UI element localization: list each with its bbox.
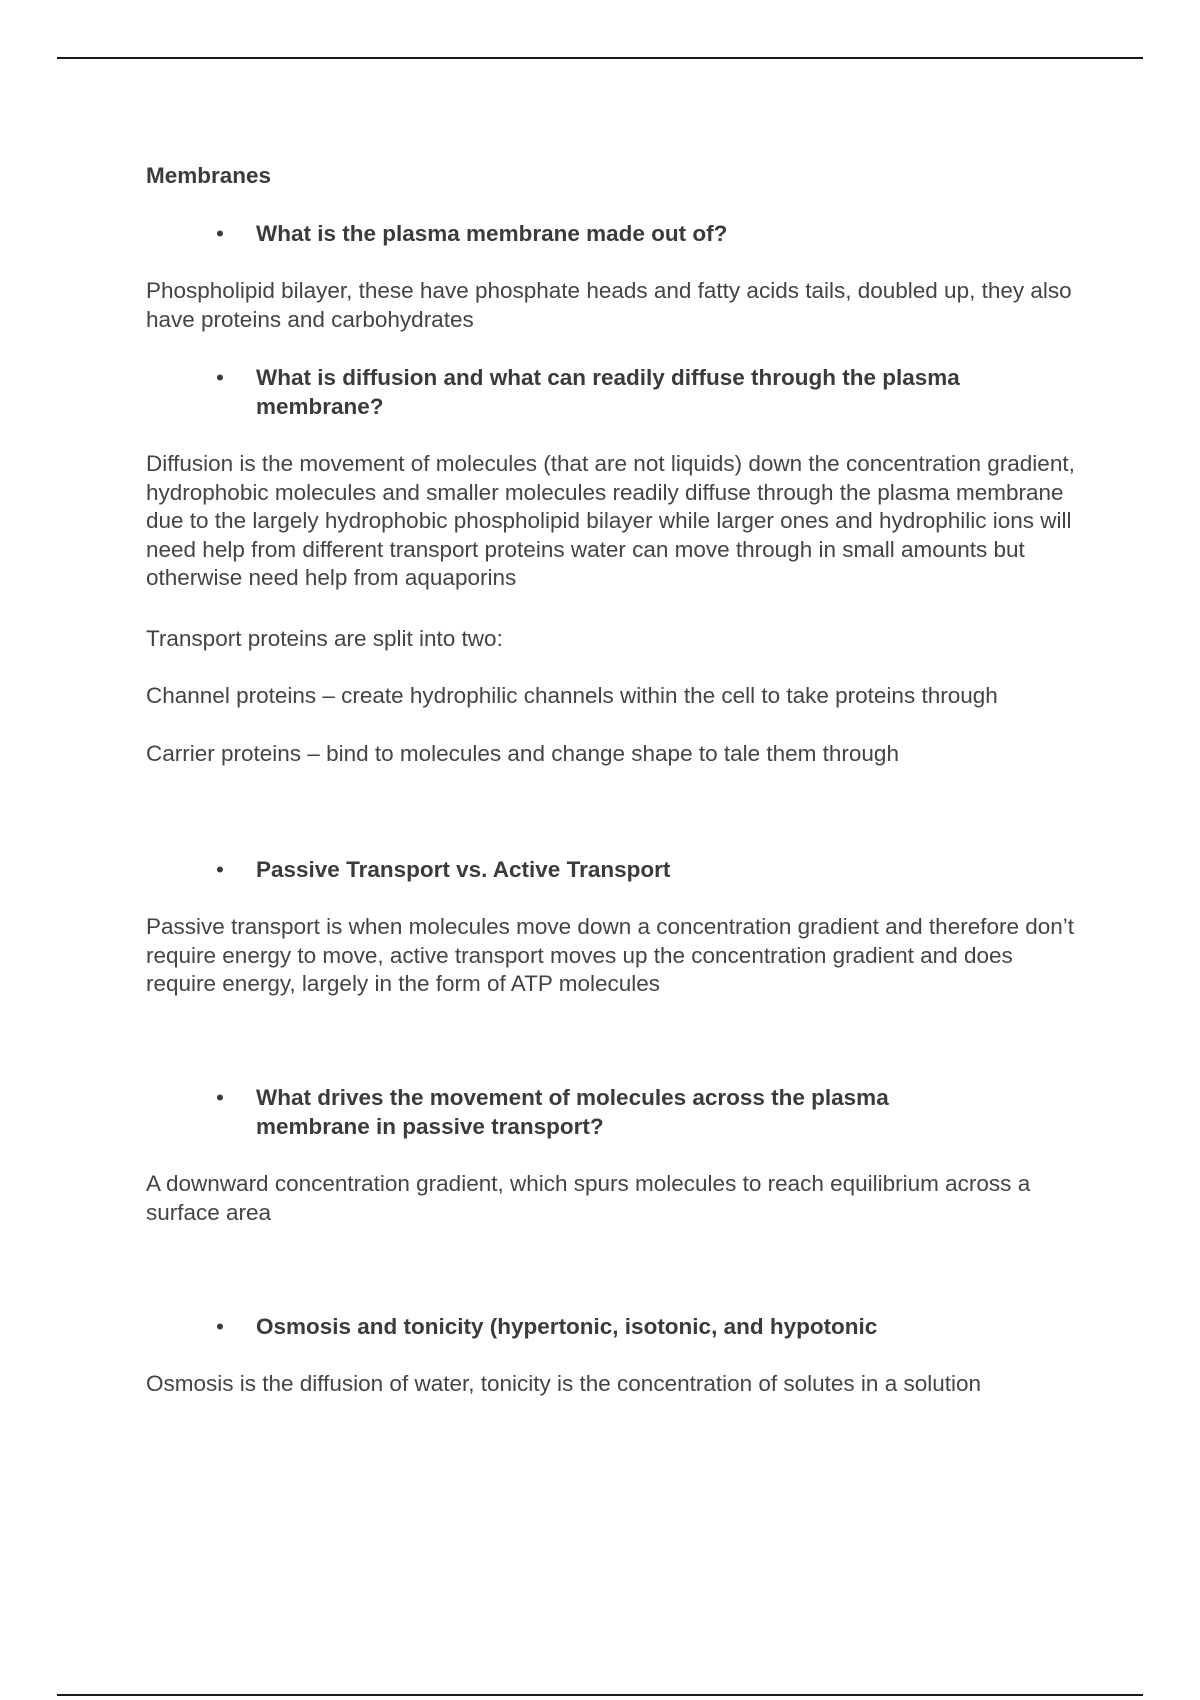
bullet-icon: • [216, 1314, 224, 1339]
question-text: Passive Transport vs. Active Transport [256, 857, 671, 882]
document-title: Membranes [146, 163, 272, 188]
bullet-icon: • [216, 221, 224, 246]
bullet-icon: • [216, 1085, 224, 1110]
answer-paragraph: Passive transport is when molecules move down a concentration gradient and therefore don’t require energy to move, active transport moves up the concentration gradient and does require energy, largely in the form of ATP molecules [146, 914, 1075, 996]
question-text: What is the plasma membrane made out of? [256, 221, 728, 246]
footer-rule [57, 1694, 1143, 1696]
answer-paragraph: Carrier proteins – bind to molecules and change shape to tale them through [146, 741, 899, 766]
question-text: What drives the movement of molecules across the plasma membrane in passive transport? [256, 1085, 889, 1139]
answer-paragraph: Phospholipid bilayer, these have phosphate heads and fatty acids tails, doubled up, they also have proteins and carbohydrates [146, 278, 1072, 332]
question-text: What is diffusion and what can readily diffuse through the plasma membrane? [256, 365, 960, 419]
answer-paragraph: A downward concentration gradient, which spurs molecules to reach equilibrium across a surface area [146, 1171, 1031, 1225]
answer-paragraph: Transport proteins are split into two: [146, 626, 503, 651]
bullet-icon: • [216, 365, 224, 390]
question-text: Osmosis and tonicity (hypertonic, isotonic, and hypotonic [256, 1314, 878, 1339]
header-rule [57, 57, 1143, 59]
answer-paragraph: Osmosis is the diffusion of water, tonicity is the concentration of solutes in a solution [146, 1371, 982, 1396]
answer-paragraph: Diffusion is the movement of molecules (that are not liquids) down the concentration gradient, hydrophobic molecules and smaller molecules readily diffuse through the plasma membrane due to the largely hydrophobic phospholipid bilayer while larger ones and hydrophilic ions will need help from different transport proteins water can move through in small amounts but otherwise need help from aquaporins [146, 451, 1075, 590]
answer-paragraph: Channel proteins – create hydrophilic channels within the cell to take proteins through [146, 683, 998, 708]
bullet-icon: • [216, 857, 224, 882]
